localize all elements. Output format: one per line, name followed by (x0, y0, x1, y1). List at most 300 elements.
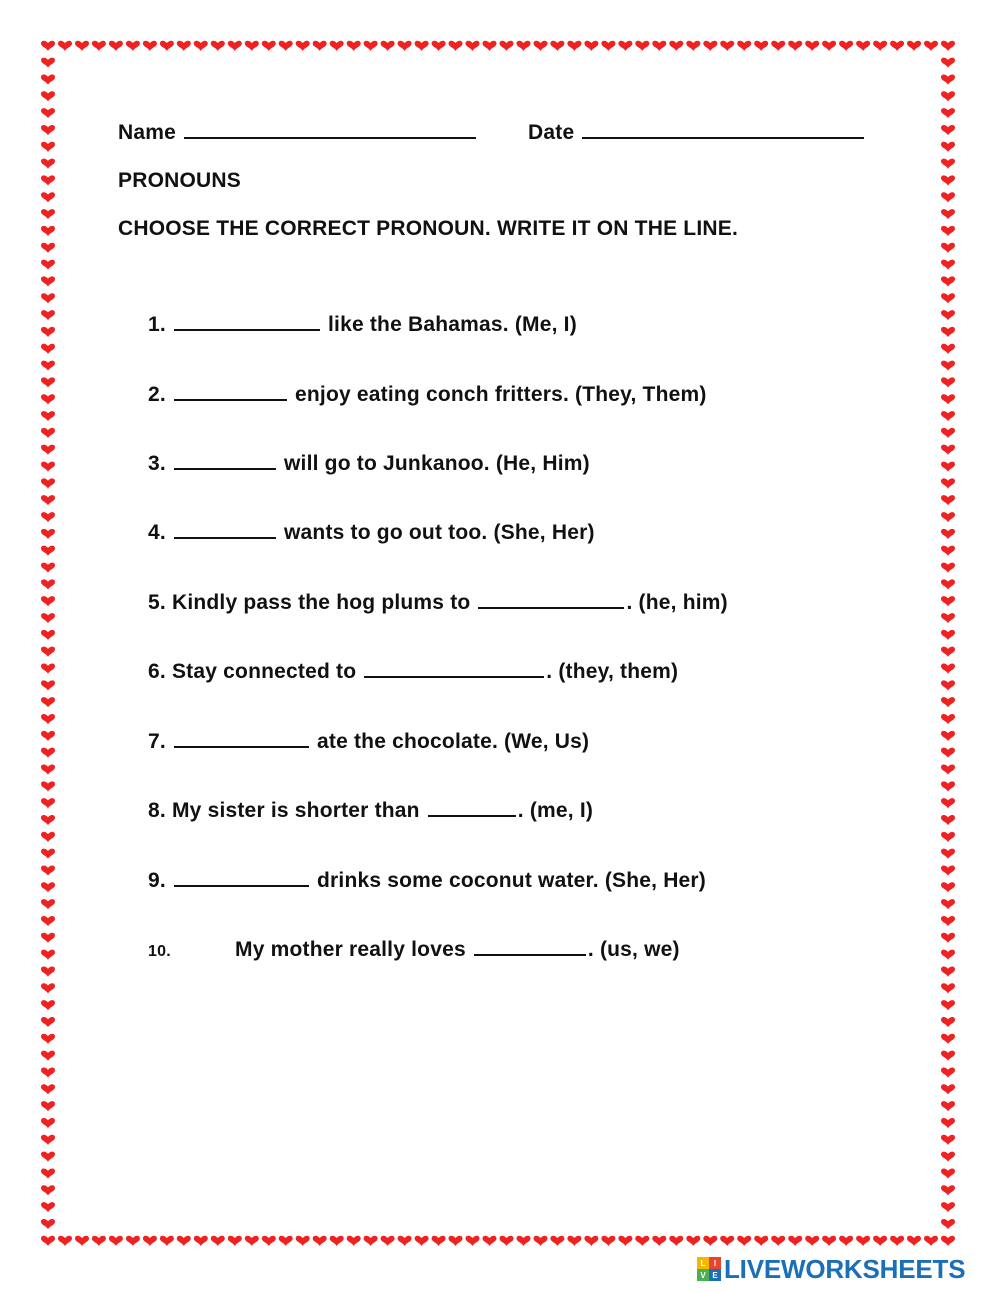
answer-blank[interactable] (174, 327, 320, 331)
heart-icon (41, 58, 55, 68)
heart-icon (788, 1236, 802, 1246)
heart-icon (160, 41, 174, 51)
logo-letter: L (697, 1257, 709, 1269)
heart-icon (245, 1236, 259, 1246)
heart-icon (890, 1236, 904, 1246)
heart-icon (941, 1185, 955, 1195)
answer-blank[interactable] (428, 813, 516, 817)
heart-icon (41, 950, 55, 960)
heart-icon (941, 478, 955, 488)
heart-icon (941, 680, 955, 690)
date-field (528, 121, 866, 145)
heart-icon (41, 260, 55, 270)
heart-icon (41, 630, 55, 640)
heart-icon (941, 91, 955, 101)
date-blank[interactable] (582, 135, 864, 139)
heart-icon (584, 41, 598, 51)
heart-icon (41, 495, 55, 505)
heart-icon (41, 899, 55, 909)
heart-icon (669, 41, 683, 51)
heart-icon (92, 41, 106, 51)
heart-icon (771, 41, 785, 51)
heart-icon (381, 41, 395, 51)
heart-icon (126, 1236, 140, 1246)
heart-icon (296, 1236, 310, 1246)
heart-icon (601, 41, 615, 51)
answer-blank[interactable] (478, 605, 624, 609)
exercise-text-after: wants to go out too. (She, Her) (277, 521, 595, 544)
exercise-text-after: ate the chocolate. (We, Us) (310, 730, 590, 753)
heart-icon (41, 1084, 55, 1094)
heart-icon (381, 1236, 395, 1246)
logo-letter: V (697, 1269, 709, 1281)
heart-icon (839, 41, 853, 51)
heart-icon (941, 563, 955, 573)
heart-icon (941, 1017, 955, 1027)
heart-icon (75, 1236, 89, 1246)
heart-icon (754, 41, 768, 51)
heart-icon (941, 192, 955, 202)
heart-icon (41, 647, 55, 657)
heart-icon (330, 1236, 344, 1246)
heart-icon (313, 1236, 327, 1246)
heart-icon (839, 1236, 853, 1246)
heart-icon (41, 546, 55, 556)
heart-icon (686, 41, 700, 51)
heart-icon (245, 41, 259, 51)
heart-icon (856, 41, 870, 51)
heart-icon (41, 1017, 55, 1027)
heart-icon (347, 41, 361, 51)
heart-icon (41, 428, 55, 438)
heart-icon (941, 512, 955, 522)
heart-icon (466, 41, 480, 51)
heart-icon (41, 310, 55, 320)
heart-icon (109, 1236, 123, 1246)
heart-icon (500, 41, 514, 51)
heart-icon (41, 175, 55, 185)
heart-icon (41, 478, 55, 488)
heart-icon (41, 209, 55, 219)
heart-icon (771, 1236, 785, 1246)
liveworksheets-logo-text: LIVEWORKSHEETS (724, 1253, 966, 1284)
heart-icon (41, 91, 55, 101)
heart-icon (41, 159, 55, 169)
heart-icon (194, 41, 208, 51)
heart-icon (635, 1236, 649, 1246)
heart-icon (941, 731, 955, 741)
exercise-text-after: . (he, him) (626, 591, 728, 614)
heart-icon (805, 1236, 819, 1246)
answer-blank[interactable] (364, 674, 544, 678)
heart-icon (41, 849, 55, 859)
heart-icon (941, 849, 955, 859)
exercise-text-after: like the Bahamas. (Me, I) (321, 313, 577, 336)
heart-icon (41, 125, 55, 135)
heart-icon (41, 579, 55, 589)
heart-icon (618, 41, 632, 51)
answer-blank[interactable] (174, 466, 276, 470)
heart-icon (41, 192, 55, 202)
heart-icon (41, 243, 55, 253)
heart-icon (211, 1236, 225, 1246)
heart-icon (41, 1034, 55, 1044)
heart-icon (550, 1236, 564, 1246)
heart-icon (941, 327, 955, 337)
heart-icon (483, 1236, 497, 1246)
heart-icon (941, 428, 955, 438)
heart-icon (41, 781, 55, 791)
heart-icon (41, 142, 55, 152)
heart-icon (41, 983, 55, 993)
heart-icon (550, 41, 564, 51)
heart-icon (941, 630, 955, 640)
logo-letter: I (709, 1257, 721, 1269)
heart-icon (41, 529, 55, 539)
liveworksheets-logo-mark (697, 1257, 721, 1281)
heart-icon (41, 512, 55, 522)
heart-icon (517, 1236, 531, 1246)
exercise-number: 1. (148, 313, 166, 336)
heart-icon (41, 1135, 55, 1145)
heart-icon (941, 159, 955, 169)
exercise-number: 7. (148, 730, 166, 753)
heart-icon (941, 1101, 955, 1111)
heart-icon (941, 1051, 955, 1061)
name-field (118, 121, 478, 145)
heart-icon (652, 1236, 666, 1246)
heart-icon (466, 1236, 480, 1246)
heart-icon (41, 731, 55, 741)
exercise-8 (148, 799, 593, 823)
heart-icon (211, 41, 225, 51)
heart-icon (41, 1219, 55, 1229)
heart-icon (160, 1236, 174, 1246)
heart-icon (941, 647, 955, 657)
heart-icon (41, 865, 55, 875)
exercise-text-after: enjoy eating conch fritters. (They, Them) (288, 383, 707, 406)
heart-icon (500, 1236, 514, 1246)
heart-icon (941, 495, 955, 505)
heart-icon (941, 1034, 955, 1044)
heart-icon (41, 226, 55, 236)
exercise-10 (148, 938, 680, 962)
heart-icon (788, 41, 802, 51)
heart-icon (941, 697, 955, 707)
heart-icon (41, 445, 55, 455)
heart-icon (41, 1101, 55, 1111)
heart-icon (41, 1152, 55, 1162)
heart-icon (279, 1236, 293, 1246)
heart-icon (737, 41, 751, 51)
heart-icon (941, 74, 955, 84)
heart-icon (58, 41, 72, 51)
heart-icon (856, 1236, 870, 1246)
exercise-text-before: Kindly pass the hog plums to (171, 591, 477, 614)
heart-icon (941, 933, 955, 943)
heart-icon (534, 1236, 548, 1246)
exercise-3 (148, 452, 590, 476)
heart-icon (941, 293, 955, 303)
heart-icon (941, 361, 955, 371)
exercise-text-before: My sister is shorter than (171, 799, 426, 822)
heart-icon (41, 344, 55, 354)
heart-icon (941, 1000, 955, 1010)
heart-icon (635, 41, 649, 51)
heart-icon (41, 74, 55, 84)
heart-icon (126, 41, 140, 51)
heart-icon (432, 1236, 446, 1246)
heart-icon (941, 899, 955, 909)
heart-icon (822, 41, 836, 51)
heart-icon (41, 563, 55, 573)
heart-icon (41, 1118, 55, 1128)
heart-icon (924, 1236, 938, 1246)
heart-icon (618, 1236, 632, 1246)
heart-icon (228, 41, 242, 51)
heart-icon (75, 41, 89, 51)
heart-icon (941, 663, 955, 673)
heart-icon (941, 1152, 955, 1162)
heart-icon (941, 1202, 955, 1212)
heart-icon (941, 950, 955, 960)
answer-blank[interactable] (174, 535, 276, 539)
heart-icon (143, 41, 157, 51)
heart-icon (41, 41, 55, 51)
heart-icon (567, 41, 581, 51)
heart-icon (652, 41, 666, 51)
heart-icon (941, 832, 955, 842)
heart-icon (41, 882, 55, 892)
exercise-number: 4. (148, 521, 166, 544)
heart-icon (941, 1084, 955, 1094)
heart-icon (822, 1236, 836, 1246)
heart-icon (279, 41, 293, 51)
heart-icon (873, 41, 887, 51)
heart-icon (941, 613, 955, 623)
heart-icon (41, 1202, 55, 1212)
heart-icon (41, 462, 55, 472)
exercise-text-after: drinks some coconut water. (She, Her) (310, 869, 707, 892)
heart-icon (41, 1067, 55, 1077)
heart-icon (449, 1236, 463, 1246)
heart-icon (941, 344, 955, 354)
heart-icon (941, 41, 955, 51)
heart-icon (415, 41, 429, 51)
exercise-number: 10. (148, 943, 171, 960)
heart-icon (941, 579, 955, 589)
exercise-number: 5. (148, 591, 166, 614)
heart-icon (941, 798, 955, 808)
exercise-number: 9. (148, 869, 166, 892)
logo-letter: E (709, 1269, 721, 1281)
exercise-4 (148, 521, 595, 545)
liveworksheets-logo[interactable] (697, 1252, 965, 1286)
heart-icon (432, 41, 446, 51)
heart-icon (398, 1236, 412, 1246)
heart-icon (924, 41, 938, 51)
heart-icon (941, 781, 955, 791)
exercise-text-after: . (me, I) (517, 799, 594, 822)
heart-icon (941, 865, 955, 875)
exercise-text-after: . (they, them) (546, 660, 679, 683)
exercise-number: 6. (148, 660, 166, 683)
exercise-2 (148, 383, 707, 407)
heart-icon (907, 1236, 921, 1246)
heart-icon (720, 1236, 734, 1246)
heart-icon (262, 41, 276, 51)
heart-icon (890, 41, 904, 51)
date-label: Date (528, 121, 575, 144)
heart-icon (941, 764, 955, 774)
heart-icon (941, 1067, 955, 1077)
heart-icon (41, 680, 55, 690)
heart-icon (41, 714, 55, 724)
worksheet-instruction: CHOOSE THE CORRECT PRONOUN. WRITE IT ON THE LINE. (118, 217, 738, 240)
heart-icon (41, 276, 55, 286)
heart-icon (941, 445, 955, 455)
heart-icon (364, 1236, 378, 1246)
heart-icon (41, 815, 55, 825)
exercise-text-before: My mother really loves (235, 938, 472, 961)
heart-icon (941, 175, 955, 185)
heart-icon (941, 243, 955, 253)
heart-icon (41, 377, 55, 387)
heart-icon (517, 41, 531, 51)
name-label: Name (118, 121, 176, 144)
heart-icon (720, 41, 734, 51)
heart-icon (262, 1236, 276, 1246)
heart-icon (398, 41, 412, 51)
heart-icon (754, 1236, 768, 1246)
heart-icon (41, 798, 55, 808)
exercise-5 (148, 591, 728, 615)
heart-icon (669, 1236, 683, 1246)
heart-icon (737, 1236, 751, 1246)
heart-icon (41, 1000, 55, 1010)
exercise-9 (148, 869, 706, 893)
heart-icon (41, 361, 55, 371)
heart-icon (41, 1185, 55, 1195)
name-blank[interactable] (184, 135, 476, 139)
heart-icon (41, 933, 55, 943)
heart-icon (703, 41, 717, 51)
heart-icon (941, 815, 955, 825)
answer-blank[interactable] (174, 397, 287, 401)
heart-icon (941, 1168, 955, 1178)
heart-icon (941, 377, 955, 387)
heart-icon (41, 108, 55, 118)
heart-icon (805, 41, 819, 51)
heart-icon (941, 226, 955, 236)
heart-icon (364, 41, 378, 51)
heart-icon (143, 1236, 157, 1246)
heart-icon (347, 1236, 361, 1246)
heart-icon (873, 1236, 887, 1246)
heart-icon (907, 41, 921, 51)
exercise-7 (148, 730, 589, 754)
heart-icon (567, 1236, 581, 1246)
heart-icon (941, 411, 955, 421)
answer-blank[interactable] (474, 952, 586, 956)
heart-icon (41, 1168, 55, 1178)
heart-icon (941, 546, 955, 556)
heart-icon (941, 394, 955, 404)
exercise-text-before: Stay connected to (171, 660, 363, 683)
heart-icon (941, 1236, 955, 1246)
exercise-number: 2. (148, 383, 166, 406)
heart-icon (941, 462, 955, 472)
heart-icon (41, 596, 55, 606)
heart-icon (686, 1236, 700, 1246)
heart-icon (41, 832, 55, 842)
heart-icon (109, 41, 123, 51)
answer-blank[interactable] (174, 883, 309, 887)
heart-icon (41, 916, 55, 926)
heart-icon (194, 1236, 208, 1246)
heart-icon (41, 327, 55, 337)
heart-icon (941, 748, 955, 758)
heart-icon (941, 916, 955, 926)
exercise-6 (148, 660, 678, 684)
heart-icon (177, 1236, 191, 1246)
heart-icon (534, 41, 548, 51)
heart-icon (41, 411, 55, 421)
heart-icon (177, 41, 191, 51)
heart-icon (601, 1236, 615, 1246)
heart-icon (228, 1236, 242, 1246)
heart-icon (41, 394, 55, 404)
heart-icon (41, 1236, 55, 1246)
heart-icon (941, 966, 955, 976)
heart-icon (41, 697, 55, 707)
exercise-number: 3. (148, 452, 166, 475)
heart-icon (41, 1051, 55, 1061)
answer-blank[interactable] (174, 744, 309, 748)
heart-icon (941, 310, 955, 320)
heart-icon (330, 41, 344, 51)
heart-icon (941, 125, 955, 135)
heart-icon (449, 41, 463, 51)
exercise-text-after: . (us, we) (587, 938, 680, 961)
heart-icon (703, 1236, 717, 1246)
heart-icon (941, 529, 955, 539)
heart-icon (941, 1135, 955, 1145)
heart-icon (41, 764, 55, 774)
heart-icon (941, 596, 955, 606)
heart-icon (941, 1118, 955, 1128)
heart-icon (41, 748, 55, 758)
exercise-1 (148, 313, 577, 337)
heart-icon (941, 983, 955, 993)
heart-icon (41, 613, 55, 623)
heart-icon (941, 209, 955, 219)
heart-icon (415, 1236, 429, 1246)
worksheet-title: PRONOUNS (118, 169, 241, 192)
heart-icon (941, 58, 955, 68)
exercise-text-after: will go to Junkanoo. (He, Him) (277, 452, 590, 475)
heart-icon (941, 108, 955, 118)
heart-icon (296, 41, 310, 51)
heart-icon (941, 714, 955, 724)
heart-icon (584, 1236, 598, 1246)
heart-icon (941, 142, 955, 152)
heart-icon (941, 882, 955, 892)
heart-icon (41, 293, 55, 303)
exercise-number: 8. (148, 799, 166, 822)
heart-icon (941, 1219, 955, 1229)
heart-icon (483, 41, 497, 51)
